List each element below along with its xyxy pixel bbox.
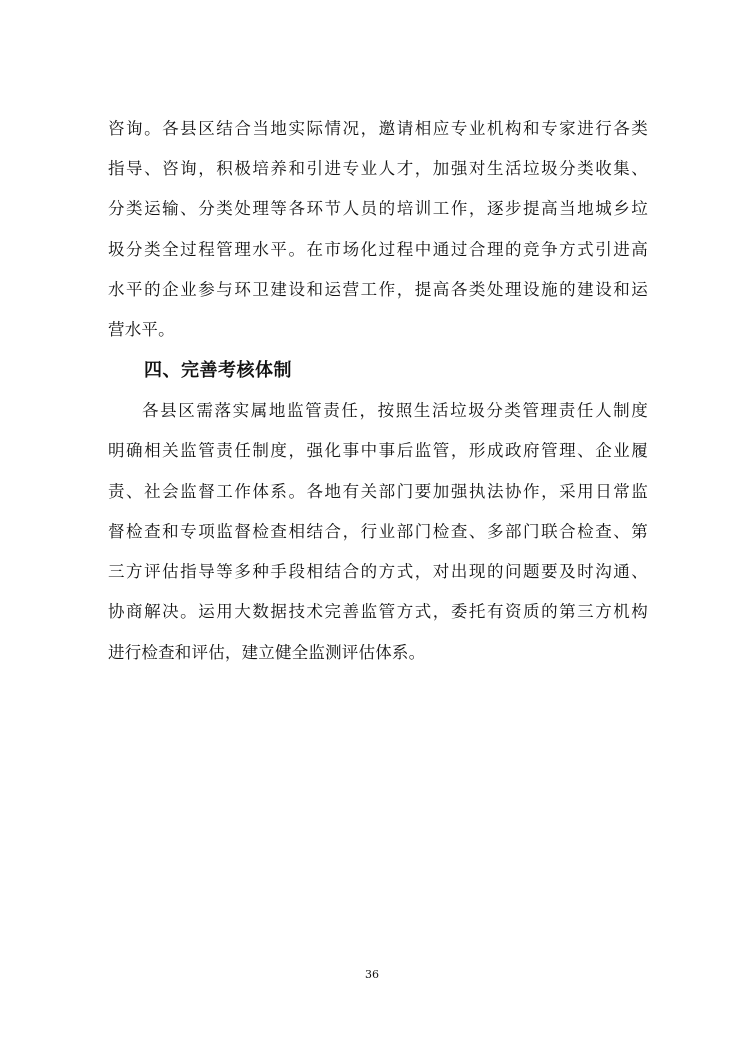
paragraph-2-line-2: 明确相关监管责任制度，强化事中事后监管，形成政府管理、企业履 xyxy=(108,441,648,460)
paragraph-1-line-2: 指导、咨询，积极培养和引进专业人才，加强对生活垃圾分类收集、 xyxy=(108,159,648,178)
paragraph-2-line-3: 责、社会监督工作体系。各地有关部门要加强执法协作，采用日常监 xyxy=(108,482,648,501)
paragraph-2-line-7: 进行检查和评估，建立健全监测评估体系。 xyxy=(108,643,426,662)
paragraph-2-line-6: 协商解决。运用大数据技术完善监管方式，委托有资质的第三方机构 xyxy=(108,602,648,621)
paragraph-2-line-1: 各县区需落实属地监管责任，按照生活垃圾分类管理责任人制度 xyxy=(142,401,648,420)
paragraph-2-line-4: 督检查和专项监督检查相结合，行业部门检查、多部门联合检查、第 xyxy=(108,522,648,541)
paragraph-1-line-3: 分类运输、分类处理等各环节人员的培训工作，逐步提高当地城乡垃 xyxy=(108,199,648,218)
section-heading: 四、完善考核体制 xyxy=(144,360,292,381)
paragraph-1-line-1: 咨询。各县区结合当地实际情况，邀请相应专业机构和专家进行各类 xyxy=(108,119,648,138)
paragraph-1-line-4: 圾分类全过程管理水平。在市场化过程中通过合理的竞争方式引进高 xyxy=(108,240,648,259)
page-number: 36 xyxy=(365,968,379,981)
paragraph-1-line-5: 水平的企业参与环卫建设和运营工作，提高各类处理设施的建设和运 xyxy=(108,280,648,299)
paragraph-2-line-5: 三方评估指导等多种手段相结合的方式，对出现的问题要及时沟通、 xyxy=(108,562,648,581)
paragraph-1-line-6: 营水平。 xyxy=(108,320,175,339)
